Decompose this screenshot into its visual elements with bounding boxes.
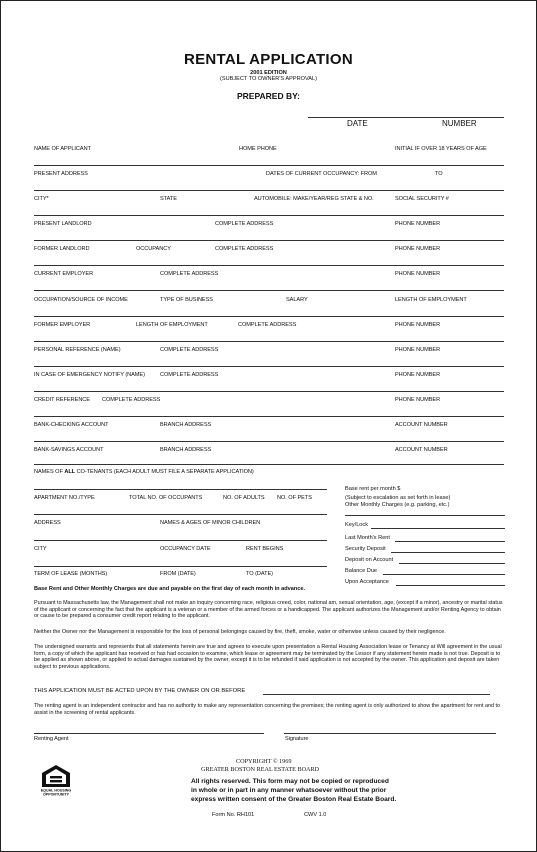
svg-text:EQUAL HOUSING: EQUAL HOUSING bbox=[40, 788, 72, 793]
label-last-months-rent: Last Month's Rent bbox=[345, 535, 390, 541]
field-line[interactable] bbox=[34, 165, 504, 166]
text-massachusetts-law: Pursuant to Massachusetts law, the Management shall not make an inquiry concerning race, religious creed, color, national am, sexual orientation, age, (except if a minor), ancestry or marital status of the applicant or concerning the fact that the applicant is a veteran or a member of the armed forces or a handicapped. The applicant authorizes the Management and/or Renting Agency to obtain or cause to be prepared a consumer credit report relating to the applicant. bbox=[34, 600, 503, 620]
field-line[interactable] bbox=[34, 566, 327, 567]
label-occupation: OCCUPATION/SOURCE OF INCOME bbox=[34, 297, 128, 303]
label-total-occupants: TOTAL NO. OF OCCUPANTS bbox=[129, 495, 203, 501]
equal-housing-icon bbox=[39, 763, 73, 797]
cwv-version: CWV 1.0 bbox=[304, 812, 327, 818]
copyright-text: COPYRIGHT © 1969 bbox=[236, 758, 292, 765]
label-complete-address: COMPLETE ADDRESS bbox=[238, 322, 297, 328]
field-line[interactable] bbox=[34, 316, 504, 317]
label-no-of-pets: NO. OF PETS bbox=[277, 495, 312, 501]
field-line[interactable] bbox=[34, 489, 327, 490]
label-balance-due: Balance Due bbox=[345, 568, 378, 574]
label-account-number: ACCOUNT NUMBER bbox=[395, 422, 448, 428]
number-label: NUMBER bbox=[442, 119, 477, 128]
label-complete-address: COMPLETE ADDRESS bbox=[215, 246, 274, 252]
label-personal-reference: PERSONAL REFERENCE (NAME) bbox=[34, 347, 121, 353]
label-phone-number: PHONE NUMBER bbox=[395, 347, 441, 353]
rights-line-2: in whole or in part in any manner whatsoever without the prior bbox=[191, 787, 387, 794]
field-line[interactable] bbox=[34, 416, 504, 417]
label-home-phone: HOME PHONE bbox=[239, 146, 277, 152]
date-label: DATE bbox=[347, 119, 368, 128]
text-rent-due: Base Rent and Other Monthly Charges are due and payable on the first day of each month in advance. bbox=[34, 586, 306, 592]
label-deposit-on-account: Deposit on Account bbox=[345, 557, 394, 563]
field-line[interactable] bbox=[34, 215, 504, 216]
rights-line-3: express written consent of the Greater Boston Real Estate Board. bbox=[191, 796, 397, 803]
prepared-by-label: PREPARED BY: bbox=[237, 91, 300, 101]
label-branch-address: BRANCH ADDRESS bbox=[160, 447, 212, 453]
label-branch-address: BRANCH ADDRESS bbox=[160, 422, 212, 428]
field-line[interactable] bbox=[34, 391, 504, 392]
label-to: TO bbox=[435, 171, 443, 177]
field-line[interactable] bbox=[34, 366, 504, 367]
label-phone-number: PHONE NUMBER bbox=[395, 372, 441, 378]
label-current-employer: CURRENT EMPLOYER bbox=[34, 271, 94, 277]
label-term-of-lease: TERM OF LEASE (MONTHS) bbox=[34, 571, 108, 577]
label-former-landlord: FORMER LANDLORD bbox=[34, 246, 90, 252]
field-line[interactable] bbox=[399, 563, 505, 564]
label-present-address: PRESENT ADDRESS bbox=[34, 171, 88, 177]
form-number: Form No. RH101 bbox=[212, 812, 255, 818]
field-line[interactable] bbox=[34, 290, 504, 291]
label-dates-of-occupancy: DATES OF CURRENT OCCUPANCY: FROM bbox=[266, 171, 377, 177]
field-line[interactable] bbox=[396, 585, 505, 586]
label-account-number: ACCOUNT NUMBER bbox=[395, 447, 448, 453]
label-phone-number: PHONE NUMBER bbox=[395, 397, 441, 403]
field-line[interactable] bbox=[34, 540, 327, 541]
label-phone-number: PHONE NUMBER bbox=[395, 221, 441, 227]
text-acted-upon: THIS APPLICATION MUST BE ACTED UPON BY THE OWNER ON OR BEFORE bbox=[34, 688, 246, 694]
field-line[interactable] bbox=[383, 574, 505, 575]
label-other-charges: Other Monthly Charges (e.g. parking, etc.) bbox=[345, 502, 450, 508]
label-minor-children: NAMES & AGES OF MINOR CHILDREN bbox=[160, 520, 261, 526]
label-automobile: AUTOMOBILE: MAKE/YEAR/REG STATE & NO. bbox=[254, 196, 374, 202]
label-escalation: (Subject to escalation as set forth in lease) bbox=[345, 495, 451, 501]
text-undersigned-warrants: The undersigned warrants and represents that all statements herein are true and agrees to execute upon presentation a Rental Housing Association lease or Tenancy at Will agreement in the usual form, a copy of which the applicant has received or has had occasion to examine, which lease or agreement may be terminated by the Lessor if any statement herein made is not true. Deposit is to be applied as shown above, or applied to actual damages sustained by the owner, except it is to be refunded if said application is not accepted by the owner. This application and deposit are taken subject to previous applications. bbox=[34, 644, 502, 670]
field-line[interactable] bbox=[371, 528, 505, 529]
field-line[interactable] bbox=[34, 514, 327, 515]
label-rent-begins: RENT BEGINS bbox=[246, 546, 284, 552]
label-address: ADDRESS bbox=[34, 520, 61, 526]
label-base-rent: Base rent per month $ bbox=[345, 486, 401, 492]
label-phone-number: PHONE NUMBER bbox=[395, 271, 441, 277]
label-length-of-employment: LENGTH OF EMPLOYMENT bbox=[136, 322, 208, 328]
acted-upon-date-line[interactable] bbox=[263, 694, 490, 695]
field-line[interactable] bbox=[34, 341, 504, 342]
label-key-lock: Key/Lock bbox=[345, 522, 369, 528]
field-line[interactable] bbox=[395, 541, 505, 542]
label-cotenants bbox=[34, 469, 254, 475]
edition-label: 2001 EDITION bbox=[250, 70, 287, 76]
label-name-of-applicant: NAME OF APPLICANT bbox=[34, 146, 91, 152]
rights-line-1: All rights reserved. This form may not be copied or reproduced bbox=[191, 778, 389, 785]
label-from-date: FROM (DATE) bbox=[160, 571, 196, 577]
label-bank-checking: BANK-CHECKING ACCOUNT bbox=[34, 422, 109, 428]
label-complete-address: COMPLETE ADDRESS bbox=[160, 347, 219, 353]
label-city: CITY bbox=[34, 546, 47, 552]
board-name: GREATER BOSTON REAL ESTATE BOARD bbox=[201, 766, 320, 773]
label-length-of-employment: LENGTH OF EMPLOYMENT bbox=[395, 297, 467, 303]
label-complete-address: COMPLETE ADDRESS bbox=[102, 397, 161, 403]
cotenants-suffix: CO-TENANTS (EACH ADULT MUST FILE A SEPARATE APPLICATION) bbox=[75, 469, 254, 475]
label-complete-address: COMPLETE ADDRESS bbox=[215, 221, 274, 227]
label-state: STATE bbox=[160, 196, 177, 202]
label-social-security: SOCIAL SECURITY # bbox=[395, 196, 449, 202]
label-to-date: TO (DATE) bbox=[246, 571, 273, 577]
cotenants-prefix: NAMES OF bbox=[34, 469, 65, 475]
label-renting-agent: Renting Agent bbox=[34, 736, 69, 742]
cotenants-all: ALL bbox=[64, 469, 76, 475]
label-security-deposit: Security Deposit bbox=[345, 546, 386, 552]
label-emergency-notify: IN CASE OF EMERGENCY NOTIFY (NAME) bbox=[34, 372, 145, 378]
field-line[interactable] bbox=[391, 552, 505, 553]
label-signature: Signature bbox=[285, 736, 309, 742]
label-credit-reference: CREDIT REFERENCE bbox=[34, 397, 90, 403]
subject-label: (SUBJECT TO OWNER'S APPROVAL) bbox=[219, 76, 317, 82]
field-line[interactable] bbox=[34, 240, 504, 241]
field-line[interactable] bbox=[34, 464, 504, 465]
label-bank-savings: BANK-SAVINGS ACCOUNT bbox=[34, 447, 104, 453]
signature-line[interactable] bbox=[284, 733, 496, 734]
label-salary: SALARY bbox=[286, 297, 308, 303]
label-occupancy-date: OCCUPANCY DATE bbox=[160, 546, 211, 552]
label-type-of-business: TYPE OF BUSINESS bbox=[160, 297, 213, 303]
form-title: RENTAL APPLICATION bbox=[183, 51, 353, 68]
field-line[interactable] bbox=[345, 515, 505, 516]
prepared-by-line bbox=[308, 117, 504, 118]
label-initial-over-18: INITIAL IF OVER 18 YEARS OF AGE bbox=[395, 146, 487, 152]
text-neither-owner: Neither the Owner nor the Management is responsible for the loss of personal belongings caused by fire, theft, smoke, water or otherwise unless caused by their negligence. bbox=[34, 629, 446, 635]
svg-text:OPPORTUNITY: OPPORTUNITY bbox=[43, 792, 69, 797]
label-no-of-adults: NO. OF ADULTS bbox=[223, 495, 265, 501]
label-former-employer: FORMER EMPLOYER bbox=[34, 322, 91, 328]
label-city: CITY* bbox=[34, 196, 49, 202]
renting-agent-line[interactable] bbox=[34, 733, 264, 734]
field-line[interactable] bbox=[34, 190, 504, 191]
text-renting-agent-notice: The renting agent is an independent contractor and has no authority to make any representation concerning the premises; the renting agent is only authorized to show the apartment for rent and to assist in the screening of rental applicants. bbox=[34, 703, 500, 716]
label-present-landlord: PRESENT LANDLORD bbox=[34, 221, 92, 227]
label-phone-number: PHONE NUMBER bbox=[395, 322, 441, 328]
label-upon-acceptance: Upon Acceptance bbox=[345, 579, 389, 585]
field-line[interactable] bbox=[34, 265, 504, 266]
label-complete-address: COMPLETE ADDRESS bbox=[160, 271, 219, 277]
label-occupancy: OCCUPANCY bbox=[136, 246, 171, 252]
label-complete-address: COMPLETE ADDRESS bbox=[160, 372, 219, 378]
label-apartment-no: APARTMENT NO./TYPE bbox=[34, 495, 95, 501]
field-line[interactable] bbox=[34, 441, 504, 442]
label-phone-number: PHONE NUMBER bbox=[395, 246, 441, 252]
